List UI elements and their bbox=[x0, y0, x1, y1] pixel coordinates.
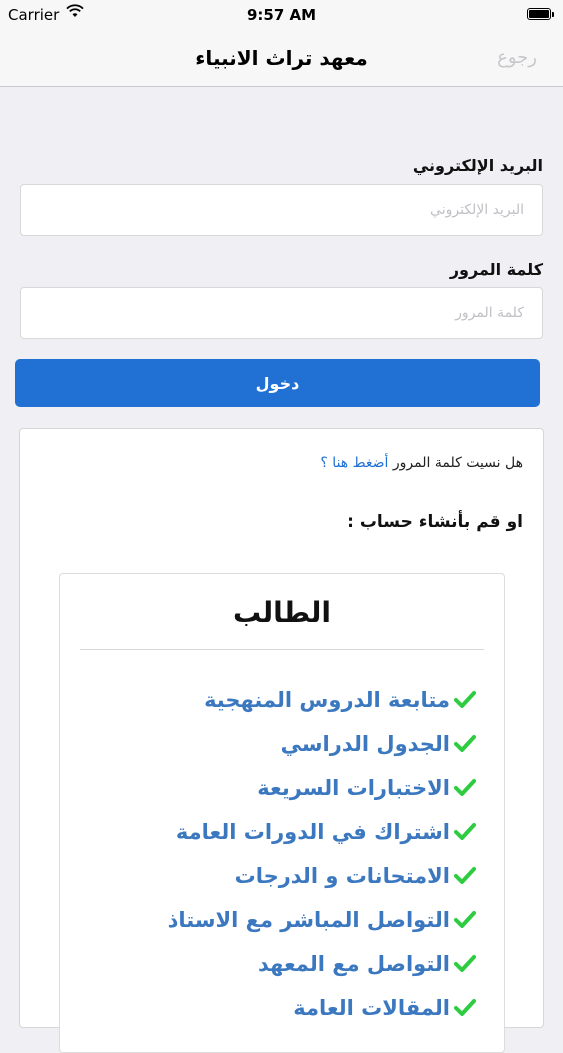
list-item bbox=[168, 986, 476, 1030]
feature-label: المقالات العامة bbox=[293, 996, 450, 1020]
check-icon bbox=[454, 866, 476, 884]
feature-label: التواصل مع المعهد bbox=[257, 952, 450, 976]
check-icon bbox=[454, 998, 476, 1016]
feature-label: اشتراك في الدورات العامة bbox=[175, 820, 450, 844]
student-box[interactable] bbox=[59, 573, 505, 1053]
list-item bbox=[168, 810, 476, 854]
list-item bbox=[168, 854, 476, 898]
list-item bbox=[168, 898, 476, 942]
feature-label: التواصل المباشر مع الاستاذ bbox=[167, 908, 450, 932]
feature-label: الامتحانات و الدرجات bbox=[234, 864, 450, 888]
check-icon bbox=[454, 778, 476, 796]
password-label: كلمة المرور bbox=[449, 260, 543, 279]
account-card bbox=[19, 428, 544, 1028]
clock: 9:57 AM bbox=[246, 6, 317, 24]
carrier-label: Carrier bbox=[8, 6, 60, 24]
list-item bbox=[168, 942, 476, 986]
list-item bbox=[168, 678, 476, 722]
check-icon bbox=[454, 734, 476, 752]
feature-label: الجدول الدراسي bbox=[280, 732, 450, 756]
feature-label: الاختبارات السريعة bbox=[257, 776, 450, 800]
check-icon bbox=[454, 822, 476, 840]
status-bar bbox=[0, 0, 563, 30]
email-label: البريد الإلكتروني bbox=[412, 156, 543, 175]
forgot-password-text bbox=[320, 455, 523, 471]
password-field[interactable] bbox=[20, 287, 543, 339]
navigation-bar bbox=[0, 30, 563, 87]
check-icon bbox=[454, 910, 476, 928]
list-item bbox=[168, 766, 476, 810]
check-icon bbox=[454, 954, 476, 972]
forgot-password-question: هل نسيت كلمة المرور bbox=[392, 455, 523, 471]
forgot-password-suffix: ؟ bbox=[320, 455, 328, 471]
student-features bbox=[168, 678, 476, 1030]
feature-label: متابعة الدروس المنهجية bbox=[204, 688, 450, 712]
forgot-password-link[interactable]: أضغط هنا bbox=[332, 455, 389, 471]
login-button[interactable]: دخول bbox=[15, 359, 540, 407]
student-title: الطالب bbox=[232, 596, 332, 629]
back-button[interactable]: رجوع bbox=[497, 47, 537, 68]
battery-icon bbox=[527, 8, 551, 20]
check-icon bbox=[454, 690, 476, 708]
email-field[interactable] bbox=[20, 184, 543, 236]
list-item bbox=[168, 722, 476, 766]
create-account-heading: او قم بأنشاء حساب : bbox=[347, 512, 523, 532]
page-title: معهد تراث الانبياء bbox=[195, 46, 368, 70]
divider bbox=[80, 649, 484, 650]
